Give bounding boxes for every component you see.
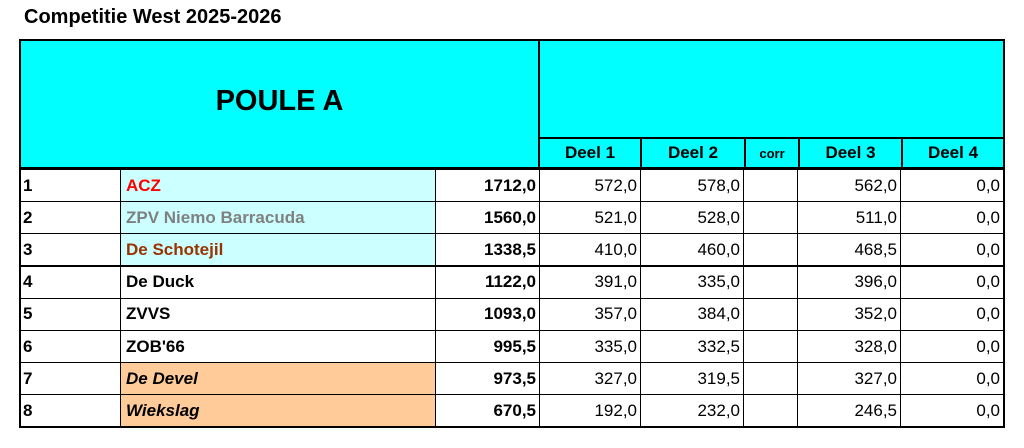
deel-1-cell: 357,0 [539,298,641,331]
header-deel-2: Deel 2 [640,137,746,169]
deel-4-cell: 0,0 [900,394,1005,427]
deel-3-cell: 246,5 [797,394,901,427]
deel-2-cell: 528,0 [640,201,744,234]
total-cell: 995,5 [435,330,540,363]
table-row [19,394,1005,427]
header-band-middle [538,101,1005,139]
deel-4-cell: 0,0 [900,330,1005,363]
deel-3-cell: 511,0 [797,201,901,234]
total-cell: 670,5 [435,394,540,427]
rank-cell: 4 [19,266,121,299]
header-deel-1: Deel 1 [538,137,642,169]
table-row [19,169,1005,202]
deel-4-cell: 0,0 [900,201,1005,234]
team-cell: ZPV Niemo Barracuda [120,201,436,234]
table-bottom-border [19,426,1005,428]
page-title: Competitie West 2025-2026 [24,6,282,28]
total-cell: 1122,0 [435,266,540,299]
deel-3-cell: 328,0 [797,330,901,363]
header-corr: corr [744,137,800,169]
table-row [19,233,1005,266]
rank-cell: 6 [19,330,121,363]
table-row [19,362,1005,395]
deel-1-cell: 192,0 [539,394,641,427]
deel-4-cell: 0,0 [900,233,1005,266]
rank-cell: 3 [19,233,121,266]
total-cell: 1093,0 [435,298,540,331]
rank-cell: 7 [19,362,121,395]
deel-1-cell: 572,0 [539,169,641,202]
deel-1-cell: 391,0 [539,266,641,299]
corr-cell [743,394,798,427]
rank-cell: 1 [19,169,121,202]
team-cell: ACZ [120,169,436,202]
deel-3-cell: 396,0 [797,266,901,299]
table-row [19,266,1005,299]
total-cell: 973,5 [435,362,540,395]
corr-cell [743,201,798,234]
deel-4-cell: 0,0 [900,169,1005,202]
deel-2-cell: 232,0 [640,394,744,427]
team-cell: ZOB'66 [120,330,436,363]
table-row [19,330,1005,363]
rank-cell: 8 [19,394,121,427]
corr-cell [743,233,798,266]
deel-4-cell: 0,0 [900,298,1005,331]
total-cell: 1712,0 [435,169,540,202]
deel-1-cell: 327,0 [539,362,641,395]
header-deel-4: Deel 4 [901,137,1005,169]
deel-2-cell: 384,0 [640,298,744,331]
deel-1-cell: 335,0 [539,330,641,363]
team-cell: De Schotejil [120,233,436,266]
header-deel-3: Deel 3 [798,137,903,169]
deel-2-cell: 578,0 [640,169,744,202]
deel-1-cell: 410,0 [539,233,641,266]
team-cell: ZVVS [120,298,436,331]
total-cell: 1338,5 [435,233,540,266]
team-cell: De Duck [120,266,436,299]
corr-cell [743,298,798,331]
deel-2-cell: 335,0 [640,266,744,299]
corr-cell [743,169,798,202]
deel-2-cell: 319,5 [640,362,744,395]
rank-cell: 5 [19,298,121,331]
deel-3-cell: 562,0 [797,169,901,202]
standings-table [19,39,1005,428]
header-band-top [538,39,1005,103]
deel-4-cell: 0,0 [900,362,1005,395]
table-row [19,201,1005,234]
deel-4-cell: 0,0 [900,266,1005,299]
corr-cell [743,266,798,299]
team-cell: De Devel [120,362,436,395]
deel-3-cell: 352,0 [797,298,901,331]
corr-cell [743,362,798,395]
rank-cell: 2 [19,201,121,234]
deel-3-cell: 327,0 [797,362,901,395]
deel-2-cell: 332,5 [640,330,744,363]
corr-cell [743,330,798,363]
poule-header [19,39,540,169]
deel-2-cell: 460,0 [640,233,744,266]
table-row [19,298,1005,331]
deel-1-cell: 521,0 [539,201,641,234]
total-cell: 1560,0 [435,201,540,234]
deel-3-cell: 468,5 [797,233,901,266]
poule-title: POULE A [215,85,344,117]
team-cell: Wiekslag [120,394,436,427]
